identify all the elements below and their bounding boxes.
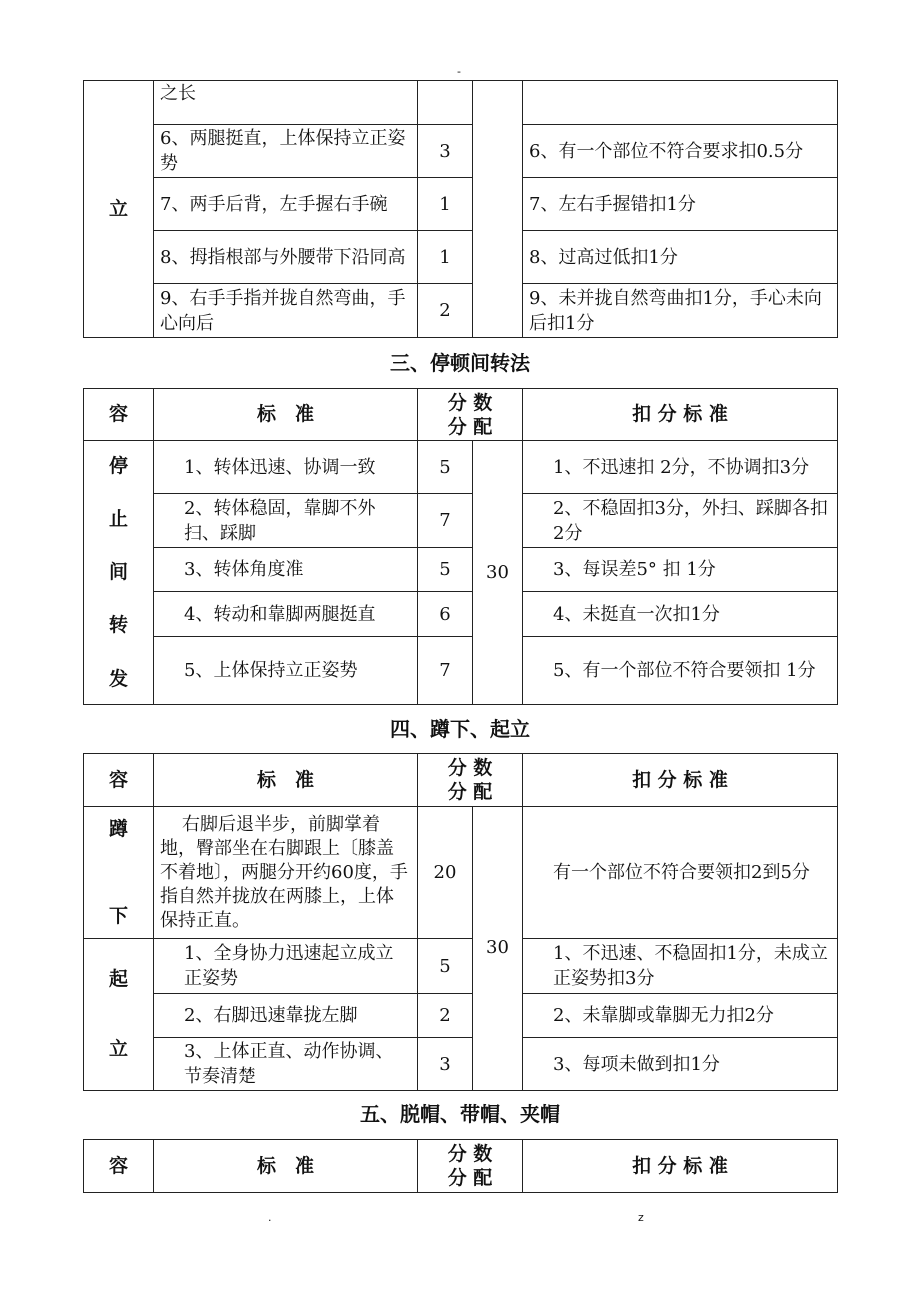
- standard-cell: 1、全身协力迅速起立成立正姿势: [154, 939, 418, 994]
- score-cell: 2: [418, 994, 473, 1038]
- table-header-row: [84, 754, 838, 807]
- total-cell: [473, 81, 523, 338]
- table-row: [84, 592, 838, 637]
- score-cell: 1: [418, 231, 473, 284]
- standard-cell: 2、转体稳固，靠脚不外扫、踩脚: [154, 494, 418, 548]
- score-cell: 5: [418, 441, 473, 494]
- deduction-cell: 2、不稳固扣3分，外扫、踩脚各扣2分: [523, 494, 838, 548]
- page-mark-bottom-left: .: [268, 1211, 272, 1224]
- table-row: [84, 284, 838, 338]
- table-row: [84, 81, 838, 125]
- header-score: 分 数 分 配: [418, 754, 523, 807]
- deduction-cell: 2、未靠脚或靠脚无力扣2分: [523, 994, 838, 1038]
- category-cell-stand: 起 立: [84, 939, 154, 1091]
- page-mark-bottom-right: z: [638, 1211, 644, 1224]
- header-standard: 标 准: [154, 754, 418, 807]
- section-title-squat: 四、蹲下、起立: [390, 717, 530, 741]
- table-row: [84, 807, 838, 939]
- score-cell: 20: [418, 807, 473, 939]
- standard-cell: 2、右脚迅速靠拢左脚: [154, 994, 418, 1038]
- table-turning: [83, 388, 838, 705]
- table-header-row: [84, 1140, 838, 1193]
- header-deduction: 扣 分 标 准: [523, 1140, 838, 1193]
- header-score: 分 数 分 配: [418, 389, 523, 441]
- standard-cell: 6、两腿挺直，上体保持立正姿势: [154, 125, 418, 178]
- deduction-cell: 1、不迅速、不稳固扣1分，未成立正姿势扣3分: [523, 939, 838, 994]
- table-row: [84, 494, 838, 548]
- table-row: [84, 178, 838, 231]
- table-row: [84, 441, 838, 494]
- standard-cell: 3、转体角度准: [154, 548, 418, 592]
- standard-cell: 右脚后退半步，前脚掌着地，臀部坐在右脚跟上〔膝盖不着地〕，两腿分开约60度，手指自然并拢放在两膝上，上体保持正直。: [154, 807, 418, 939]
- deduction-cell: 6、有一个部位不符合要求扣0.5分: [523, 125, 838, 178]
- table-hat: [83, 1139, 838, 1193]
- standard-cell: 7、两手后背，左手握右手碗: [154, 178, 418, 231]
- table-row: [84, 548, 838, 592]
- standard-cell: 5、上体保持立正姿势: [154, 637, 418, 705]
- deduction-cell: 有一个部位不符合要领扣2到5分: [523, 807, 838, 939]
- score-cell: 1: [418, 178, 473, 231]
- category-cell: 立: [84, 81, 154, 338]
- header-standard: 标 准: [154, 1140, 418, 1193]
- standard-cell: 1、转体迅速、协调一致: [154, 441, 418, 494]
- deduction-cell: 8、过高过低扣1分: [523, 231, 838, 284]
- table-row: [84, 637, 838, 705]
- deduction-cell: 3、每误差5° 扣 1分: [523, 548, 838, 592]
- deduction-cell: 7、左右手握错扣1分: [523, 178, 838, 231]
- table-row: [84, 939, 838, 994]
- standard-cell: 4、转动和靠脚两腿挺直: [154, 592, 418, 637]
- score-cell: 3: [418, 1038, 473, 1091]
- deduction-cell: 9、未并拢自然弯曲扣1分，手心未向后扣1分: [523, 284, 838, 338]
- header-category: 容: [84, 1140, 154, 1193]
- table-stand-continuation: [83, 80, 838, 338]
- category-cell-squat: 蹲 下: [84, 807, 154, 939]
- header-category: 容: [84, 389, 154, 441]
- standard-cell: 3、上体正直、动作协调、节奏清楚: [154, 1038, 418, 1091]
- table-row: [84, 125, 838, 178]
- header-deduction: 扣 分 标 准: [523, 754, 838, 807]
- table-row: [84, 231, 838, 284]
- score-cell: 5: [418, 548, 473, 592]
- score-cell: 5: [418, 939, 473, 994]
- deduction-cell: 4、未挺直一次扣1分: [523, 592, 838, 637]
- deduction-cell: 5、有一个部位不符合要领扣 1分: [523, 637, 838, 705]
- table-row: [84, 994, 838, 1038]
- score-cell: 6: [418, 592, 473, 637]
- score-cell: 7: [418, 637, 473, 705]
- score-cell: 7: [418, 494, 473, 548]
- standard-cell: 8、拇指根部与外腰带下沿同高: [154, 231, 418, 284]
- header-score: 分 数 分 配: [418, 1140, 523, 1193]
- standard-cell: 9、右手手指并拢自然弯曲，手心向后: [154, 284, 418, 338]
- standard-cell: 之长: [154, 81, 418, 125]
- section-title-hat: 五、脱帽、带帽、夹帽: [360, 1102, 560, 1126]
- table-header-row: [84, 389, 838, 441]
- page-mark-top: -: [457, 65, 461, 78]
- deduction-cell: 3、每项未做到扣1分: [523, 1038, 838, 1091]
- score-cell: 3: [418, 125, 473, 178]
- score-cell: [418, 81, 473, 125]
- deduction-cell: 1、不迅速扣 2分，不协调扣3分: [523, 441, 838, 494]
- total-cell: 30: [473, 807, 523, 1091]
- section-title-turning: 三、停顿间转法: [390, 351, 530, 375]
- table-squat: [83, 753, 838, 1091]
- category-cell: 停 止 间 转 发: [84, 441, 154, 705]
- deduction-cell: [523, 81, 838, 125]
- score-cell: 2: [418, 284, 473, 338]
- header-category: 容: [84, 754, 154, 807]
- table-row: [84, 1038, 838, 1091]
- header-standard: 标 准: [154, 389, 418, 441]
- header-deduction: 扣 分 标 准: [523, 389, 838, 441]
- total-cell: 30: [473, 441, 523, 705]
